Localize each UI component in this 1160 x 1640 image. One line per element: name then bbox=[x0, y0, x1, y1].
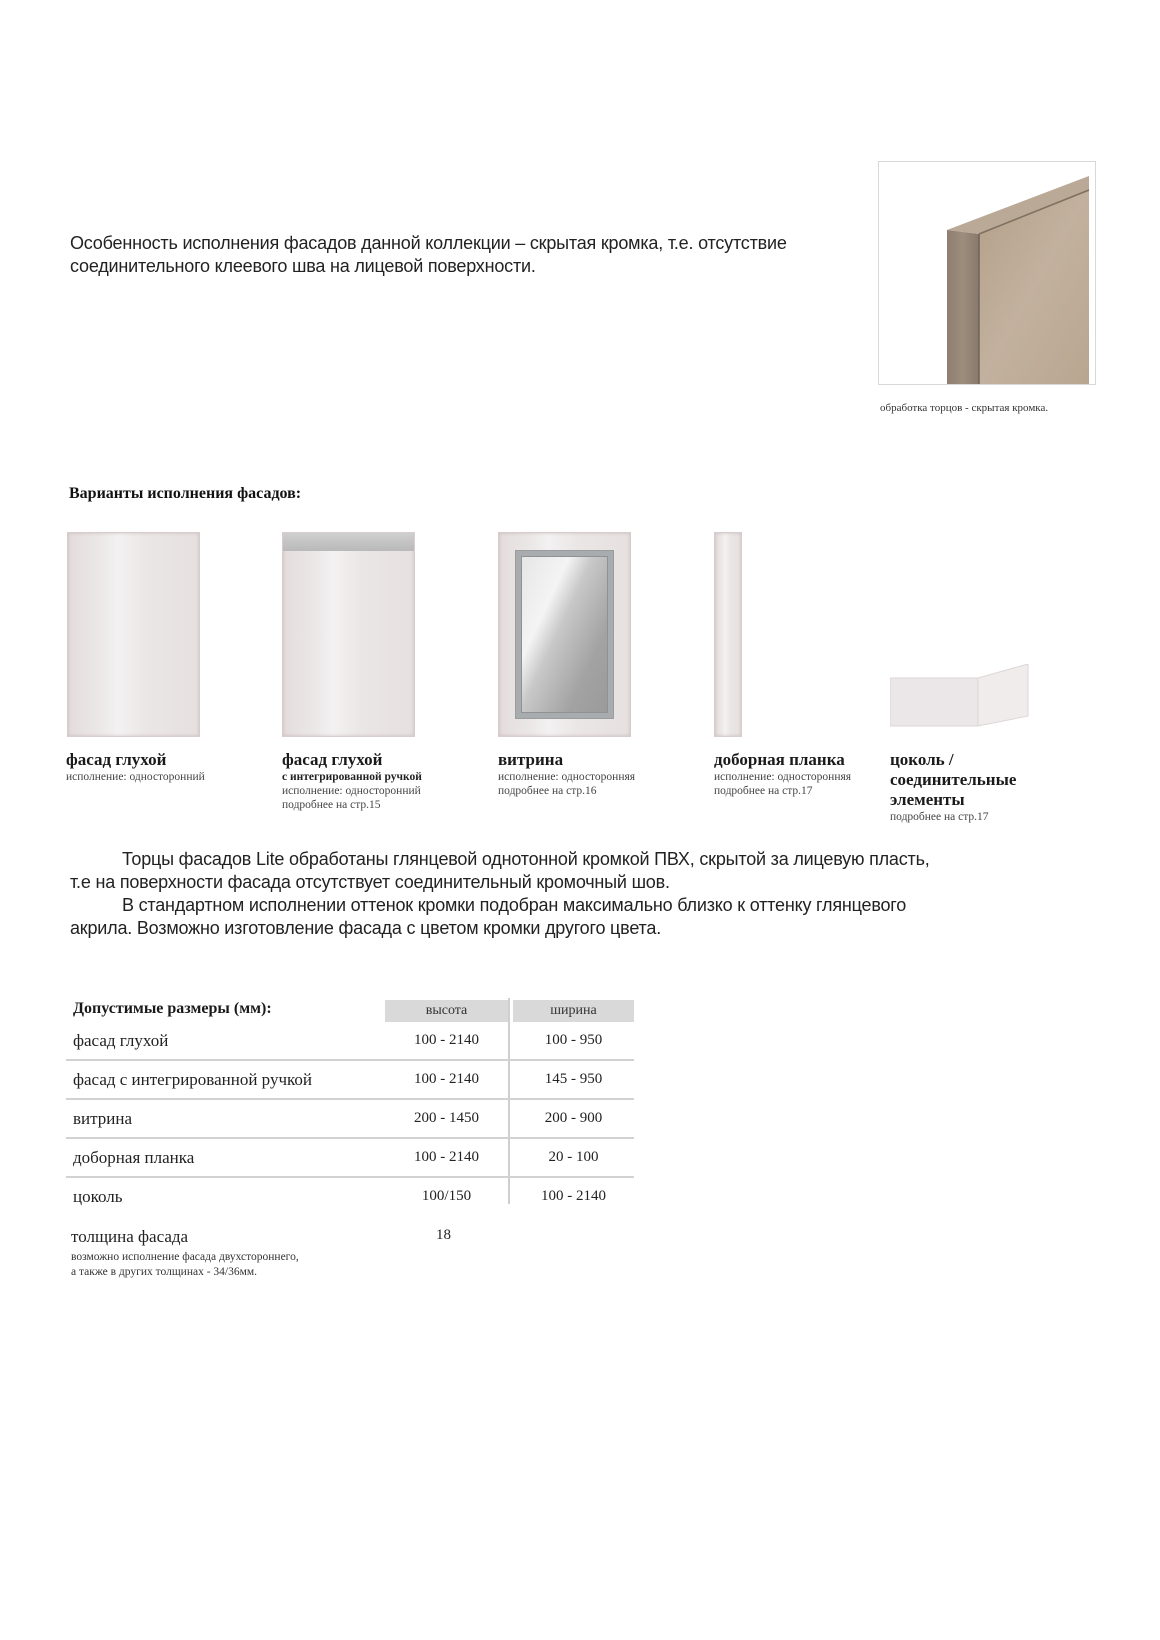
intro-text: Особенность исполнения фасадов данной коллекции – скрытая кромка, т.е. отсутствие соединительного клеевого шва на лицевой поверхности. bbox=[70, 233, 787, 276]
handle-facade-image bbox=[282, 532, 415, 737]
variant-line: исполнение: односторонний bbox=[282, 785, 421, 797]
plinth-front bbox=[890, 678, 978, 726]
table-header bbox=[66, 998, 634, 1022]
variant-page-ref: подробнее на стр.15 bbox=[282, 799, 381, 811]
plinth-side bbox=[978, 664, 1028, 726]
variant-title: фасад глухой bbox=[282, 750, 383, 769]
row-name: доборная планка bbox=[73, 1148, 195, 1167]
variant-title: цоколь / соединительные элементы bbox=[890, 750, 1017, 809]
integrated-handle bbox=[283, 533, 414, 551]
thickness-label: толщина фасада bbox=[71, 1227, 189, 1246]
row-width: 145 - 950 bbox=[544, 1071, 603, 1087]
row-height: 100 - 2140 bbox=[414, 1149, 479, 1165]
row-width: 100 - 2140 bbox=[541, 1188, 606, 1204]
variant-page-ref: подробнее на стр.17 bbox=[714, 785, 813, 797]
solid-facade-image bbox=[67, 532, 200, 737]
row-width: 20 - 100 bbox=[548, 1149, 599, 1165]
variant-title: витрина bbox=[498, 750, 564, 769]
filler-strip-image bbox=[714, 532, 742, 737]
showcase-facade-image bbox=[498, 532, 631, 737]
variant-plinth bbox=[890, 750, 1080, 824]
table-row bbox=[66, 1022, 634, 1061]
table-row bbox=[66, 1061, 634, 1100]
row-width: 200 - 900 bbox=[544, 1110, 603, 1126]
side-edge-shape bbox=[947, 230, 979, 384]
paragraph bbox=[70, 894, 950, 940]
table-row bbox=[66, 1100, 634, 1139]
row-name: фасад с интегрированной ручкой bbox=[73, 1070, 313, 1089]
glass-frame bbox=[515, 550, 614, 719]
row-name: фасад глухой bbox=[73, 1031, 169, 1050]
edge-description bbox=[70, 848, 950, 940]
note-line: возможно исполнение фасада двухстороннего, bbox=[71, 1251, 299, 1263]
thickness-value: 18 bbox=[436, 1227, 451, 1243]
row-height: 100 - 2140 bbox=[414, 1032, 479, 1048]
row-height: 100/150 bbox=[421, 1188, 472, 1204]
table-row bbox=[66, 1178, 634, 1217]
paragraph-text: В стандартном исполнении оттенок кромки подобран максимально близко к оттенку глянцевого акрила. Возможно изготовление фасада с цветом кромки другого цвета. bbox=[70, 895, 907, 938]
note-line: а также в других толщинах - 34/36мм. bbox=[71, 1266, 258, 1278]
variants-heading: Варианты исполнения фасадов: bbox=[69, 485, 302, 502]
variant-filler bbox=[714, 750, 851, 798]
row-width: 100 - 950 bbox=[544, 1032, 603, 1048]
variant-line: исполнение: односторонняя bbox=[498, 771, 636, 783]
variant-page-ref: подробнее на стр.16 bbox=[498, 785, 597, 797]
variant-title: фасад глухой bbox=[66, 750, 167, 769]
edge-photo bbox=[878, 161, 1096, 385]
paragraph bbox=[70, 848, 950, 894]
glass-pane bbox=[521, 556, 608, 713]
column-header-width: ширина bbox=[513, 1000, 634, 1022]
photo-caption: обработка торцов - скрытая кромка. bbox=[880, 402, 1049, 414]
paragraph-text: Торцы фасадов Lite обработаны глянцевой однотонной кромкой ПВХ, скрытой за лицевую пласть, т.е на поверхности фасада отсутствует соединительный кромочный шов. bbox=[70, 849, 930, 892]
row-height: 100 - 2140 bbox=[414, 1071, 479, 1087]
variant-solid bbox=[66, 750, 205, 784]
table-title: Допустимые размеры (мм): bbox=[73, 1000, 272, 1017]
plinth-image bbox=[890, 664, 1030, 728]
variant-line: исполнение: односторонний bbox=[66, 771, 205, 783]
variant-subtitle: с интегрированной ручкой bbox=[282, 771, 422, 783]
variant-title: доборная планка bbox=[714, 750, 845, 769]
variant-line: исполнение: односторонняя bbox=[714, 771, 852, 783]
thickness-note bbox=[71, 1250, 299, 1280]
table-row bbox=[66, 1139, 634, 1178]
hidden-edge-illustration bbox=[879, 162, 1095, 384]
sizes-table bbox=[66, 998, 634, 1217]
variant-handle bbox=[282, 750, 422, 812]
plinth-illustration bbox=[890, 664, 1030, 728]
variant-page-ref: подробнее на стр.17 bbox=[890, 811, 989, 823]
variant-showcase bbox=[498, 750, 635, 798]
row-name: цоколь bbox=[73, 1187, 123, 1206]
column-header-height: высота bbox=[385, 1000, 508, 1022]
row-height: 200 - 1450 bbox=[414, 1110, 479, 1126]
row-name: витрина bbox=[73, 1109, 133, 1128]
